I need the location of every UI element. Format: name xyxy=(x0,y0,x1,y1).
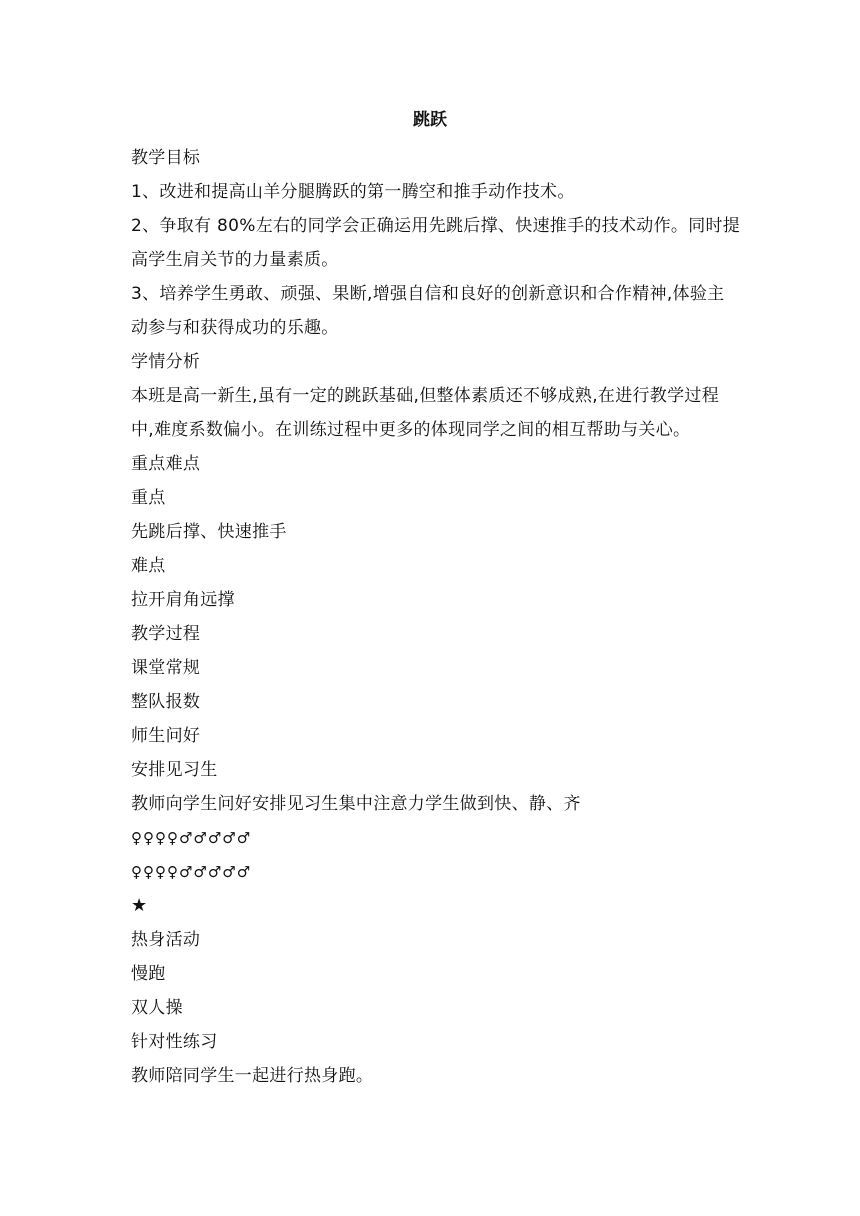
difficult-heading: 难点 xyxy=(131,556,166,576)
routine-description: 教师向学生问好安排见习生集中注意力学生做到快、静、齐 xyxy=(131,794,581,814)
formation-row-1: ♀♀♀♀♂♂♂♂♂ xyxy=(131,829,252,847)
routine-item-3: 安排见习生 xyxy=(131,760,218,780)
key-heading: 重点 xyxy=(131,488,166,508)
analysis-text: 本班是高一新生,虽有一定的跳跃基础,但整体素质还不够成熟,在进行教学过程中,难度系数偏小。在训练过程中更多的体现同学之间的相互帮助与关心。 xyxy=(131,386,720,440)
key-text: 先跳后撑、快速推手 xyxy=(131,522,287,542)
process-heading: 教学过程 xyxy=(131,624,201,644)
analysis-heading: 学情分析 xyxy=(131,352,201,372)
warmup-description: 教师陪同学生一起进行热身跑。 xyxy=(131,1066,374,1086)
routine-heading: 课堂常规 xyxy=(131,658,201,678)
teacher-star-icon: ★ xyxy=(131,895,148,916)
warmup-item-2: 双人操 xyxy=(131,998,183,1018)
goals-heading: 教学目标 xyxy=(131,148,201,168)
key-difficult-heading: 重点难点 xyxy=(131,454,201,474)
document-body xyxy=(131,141,741,1093)
warmup-item-3: 针对性练习 xyxy=(131,1032,218,1052)
difficult-text: 拉开肩角远撑 xyxy=(131,590,235,610)
warmup-item-1: 慢跑 xyxy=(131,964,166,984)
goal-item-1: 1、改进和提高山羊分腿腾跃的第一腾空和推手动作技术。 xyxy=(131,182,575,202)
routine-item-2: 师生问好 xyxy=(131,726,201,746)
goal-item-3: 3、培养学生勇敢、顽强、果断,增强自信和良好的创新意识和合作精神,体验主动参与和获得成功的乐趣。 xyxy=(131,284,725,338)
document-title: 跳跃 xyxy=(413,110,447,130)
goal-item-2: 2、争取有 80%左右的同学会正确运用先跳后撑、快速推手的技术动作。同时提高学生肩关节的力量素质。 xyxy=(131,216,741,270)
formation-row-2: ♀♀♀♀♂♂♂♂♂ xyxy=(131,863,252,881)
warmup-heading: 热身活动 xyxy=(131,930,201,950)
routine-item-1: 整队报数 xyxy=(131,692,201,712)
